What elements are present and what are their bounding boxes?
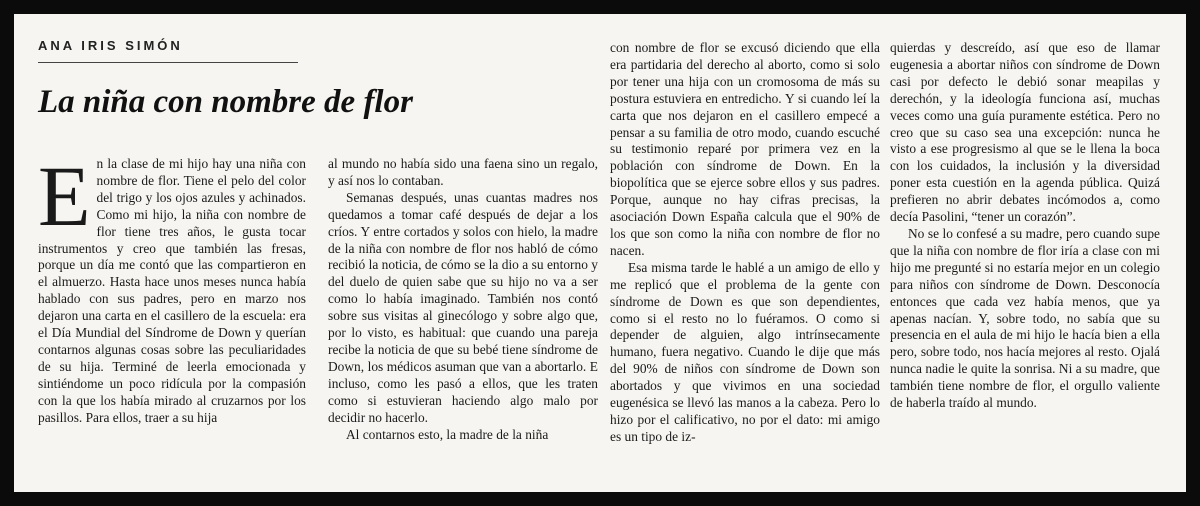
paragraph: con nombre de flor se excusó diciendo que ella era partidaria del derecho al aborto, como si solo por tener una hija con un cromosoma de más su postura estuviera en entredicho. Y si cuando leí la carta que nos dejaron en el casillero empecé a pensar a su familia de otro modo, cuando escuché su testimonio reparé por primera vez en la población con síndrome de Down. En la biopolítica que se ejerce sobre ellos y sus padres. Porque, aunque no hay cifras precisas, la asociación Down España calcula que el 90% de los que son como la niña con nombre de flor no nacen.	[610, 40, 880, 258]
paragraph: quierdas y descreído, así que eso de llamar eugenesia a abortar niños con síndrome de Down casi por defecto le debió sonar meapilas y derechón, y la ideología funciona así, muchas veces como una guía puramente estética. Pero no creo que su caso sea una excepción: nunca he visto a ese progresismo al que se le llena la boca con los cuidados, la inclusión y la diversidad poner esta cuestión en la agenda pública. Quizá prefieren no abrir debates incómodos a, como decía Pasolini, “tener un corazón”.	[890, 40, 1160, 225]
column-4	[890, 40, 1160, 412]
column-1	[38, 148, 306, 427]
paragraph: al mundo no había sido una faena sino un regalo, y así nos lo contaban.	[328, 156, 598, 188]
paragraph: No se lo confesé a su madre, pero cuando supe que la niña con nombre de flor iría a clase con mi hijo me pregunté si no estaría mejor en un colegio para niños con síndrome de Down. Desconocía entonces que cada vez había menos, que ya apenas nacían. Y, sobre todo, no sabía que su presencia en el aula de mi hijo le hacía bien a ella pero, sobre todo, nos hacía mejores al resto. Ojalá nunca nadie le quite la sonrisa. Ni a su madre, que también tiene nombre de flor, el orgullo valiente de haberla traído al mundo.	[890, 225, 1160, 411]
paragraph: Esa misma tarde le hablé a un amigo de ello y me replicó que el problema de la gente con síndrome de Down es que son dependientes, como si el resto no lo fuéramos. O como si depender de alguien, algo intrínsecamente humano, fuera negativo. Cuando le dije que más del 90% de niños con síndrome de Down son abortados y que vivimos en una sociedad eugenésica se llevó las manos a la cabeza. Pero lo hizo por el calificativo, no por el dato: mi amigo es un tipo de iz-	[610, 259, 880, 444]
paragraph	[38, 148, 306, 427]
paragraph: Semanas después, unas cuantas madres nos quedamos a tomar café después de dejar a los críos. Y entre cortados y solos con hielo, la madre de la niña con nombre de flor nos habló de cómo recibió la noticia, de cómo se la dio a su entorno y del duelo de quien sabe que su hijo no va a ser como lo había imaginado. También nos contó sobre sus visitas al ginecólogo y sobre algo que, por lo visto, es habitual: que cuando una pareja recibe la noticia de que su bebé tiene síndrome de Down, los médicos asuman que van a abortarlo. E incluso, como les pasó a ellos, que les traten como si estuvieran haciendo algo malo por decidir no hacerlo.	[328, 189, 598, 425]
drop-cap: E	[38, 148, 91, 244]
paragraph-text: n la clase de mi hijo hay una niña con nombre de flor. Tiene el pelo del color del trigo y los ojos azules y achinados. Como mi hijo, la niña con nombre de flor tiene tres años, le gusta tocar instrumentos y creo que también las fresas, porque un día me contó que las compartieron en el almuerzo. Hasta hace unos meses nunca había hablado con sus padres, pero en marzo nos dejaron una carta en el casillero de la escuela: era el Día Mundial del Síndrome de Down y querían contarnos algunas cosas sobre las peculiaridades de su hija. Terminé de leerla emocionada y sintiéndome un poco ridícula por la compasión con la que los había mirado al cruzarnos por los pasillos. Para ellos, traer a su hija	[38, 156, 306, 425]
author-byline: ANA IRIS SIMÓN	[38, 38, 183, 53]
byline-rule	[38, 62, 298, 63]
column-2	[328, 156, 598, 443]
article-title: La niña con nombre de flor	[38, 84, 413, 120]
column-3	[610, 40, 880, 446]
paragraph: Al contarnos esto, la madre de la niña	[346, 426, 549, 442]
newspaper-page	[14, 14, 1186, 492]
